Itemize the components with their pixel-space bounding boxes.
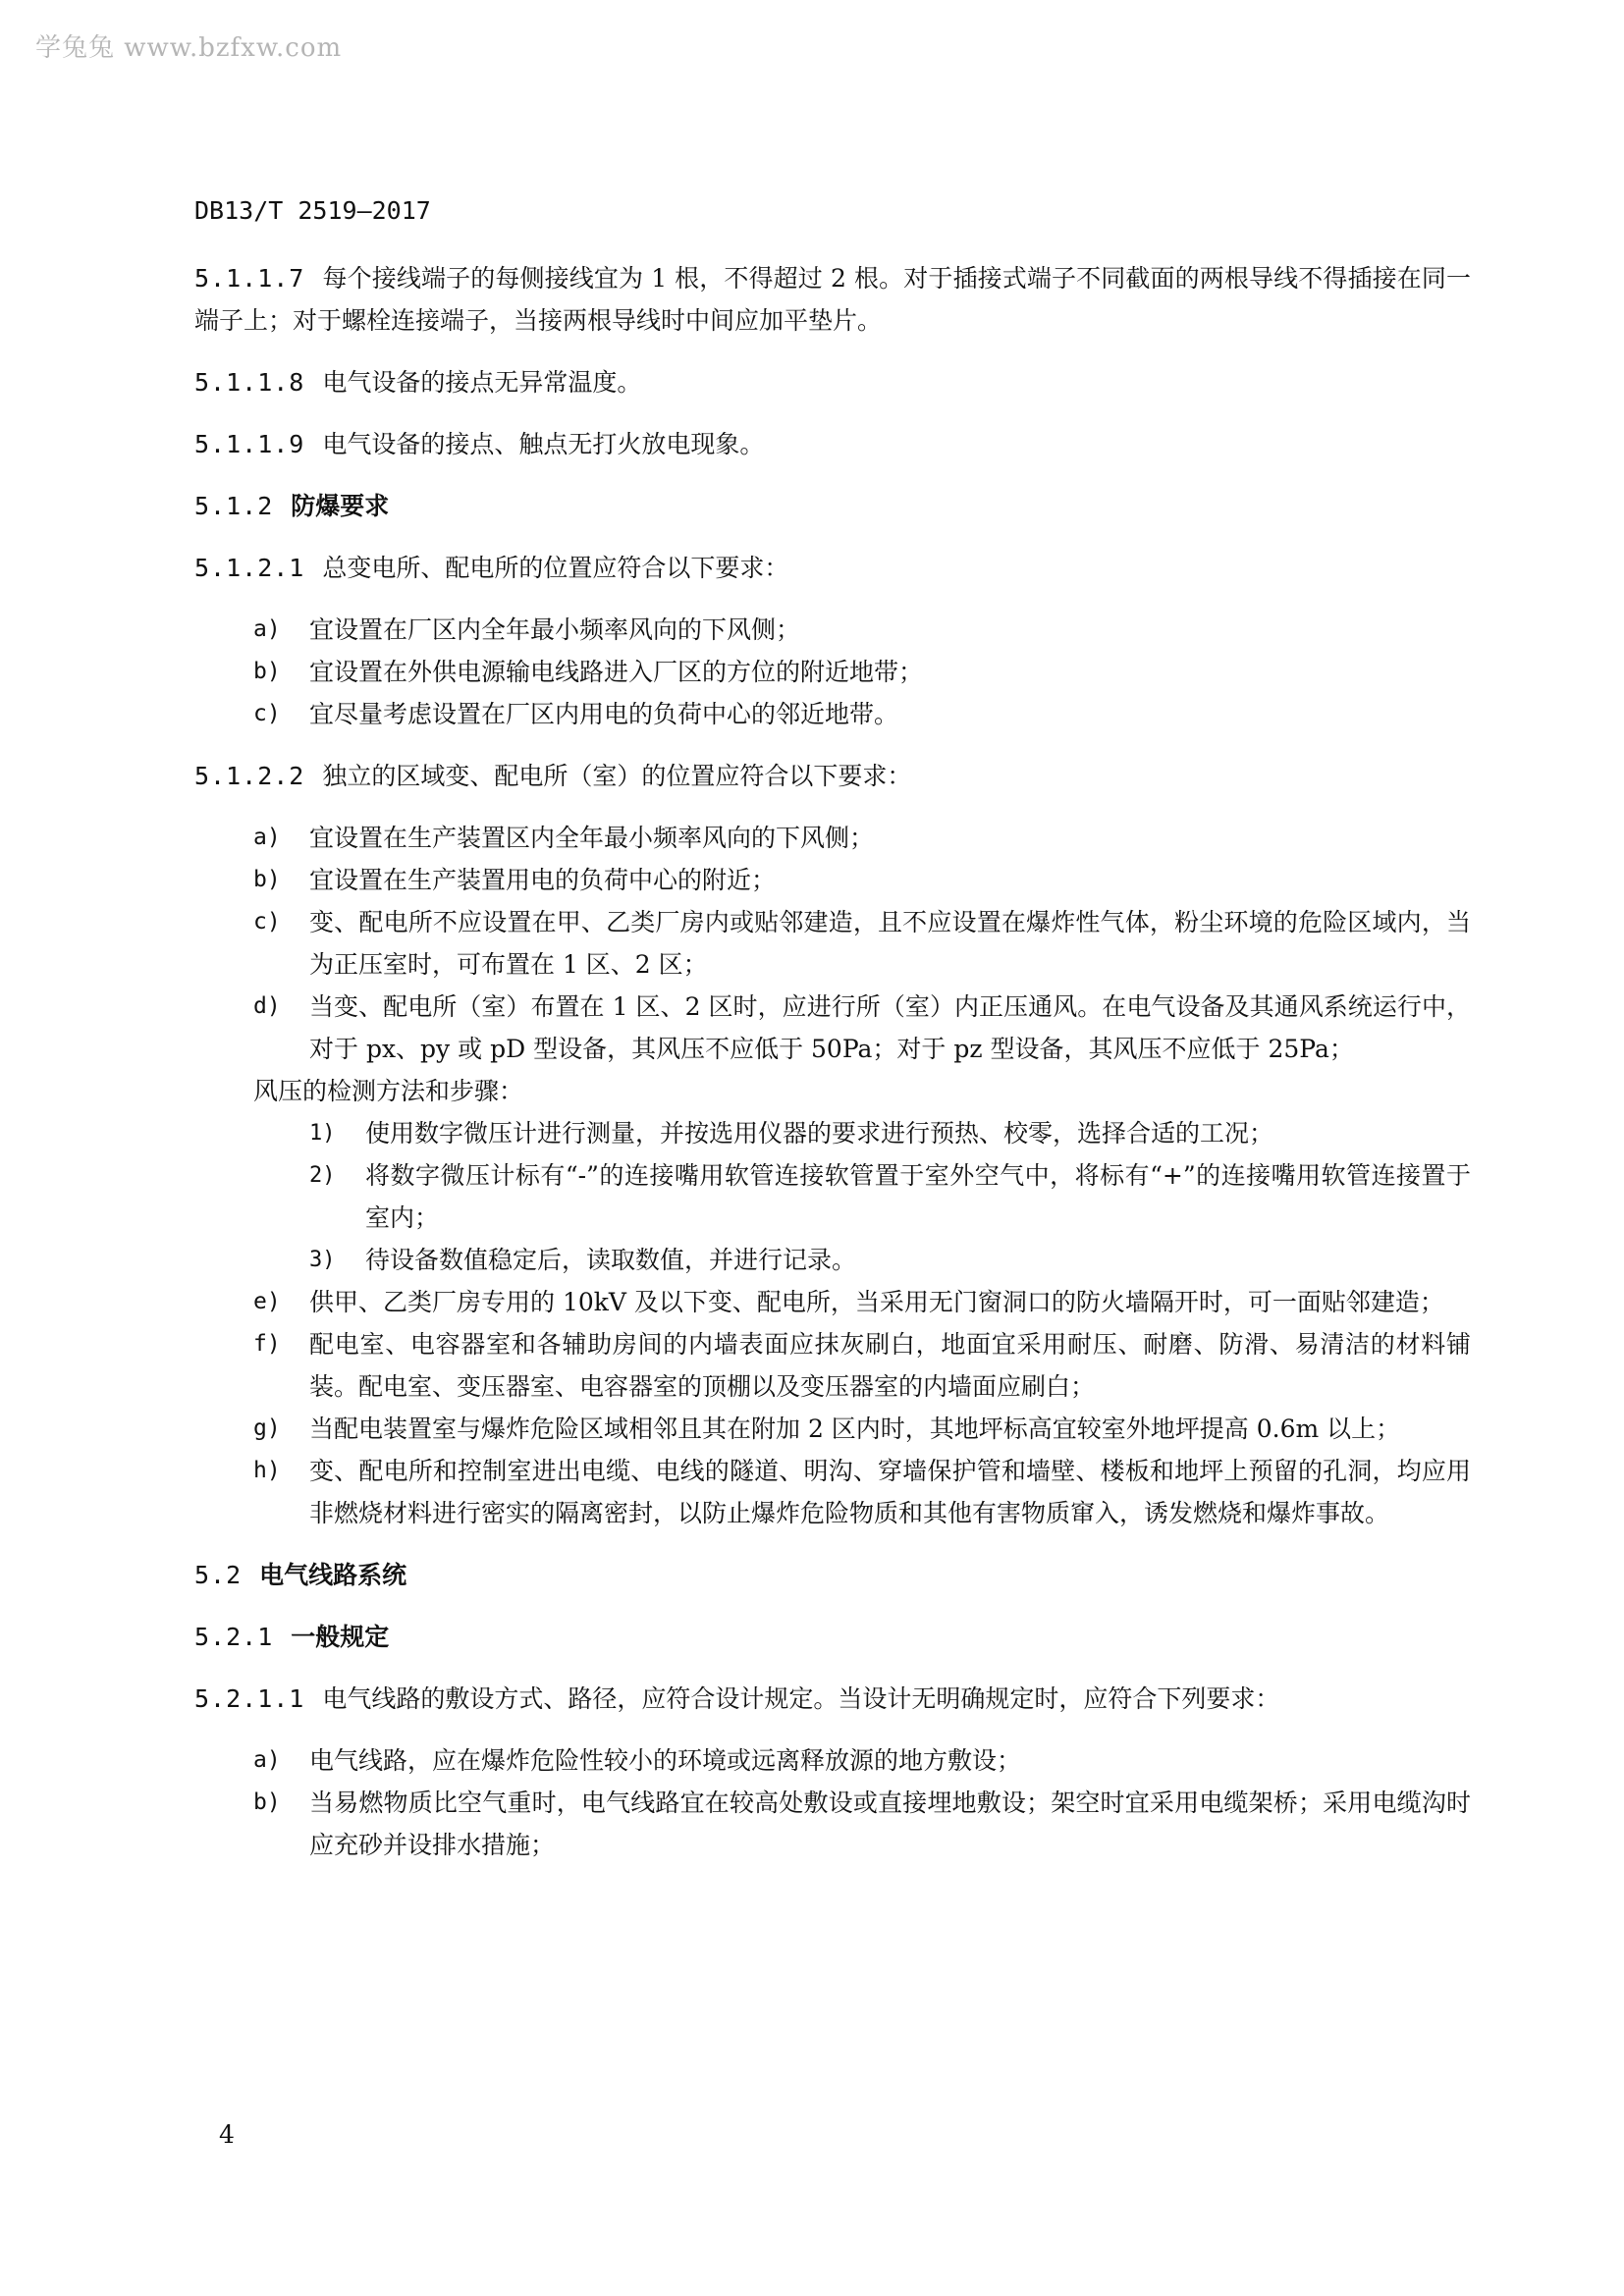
list-marker: b) <box>253 659 281 684</box>
clause-text: 电气线路的敷设方式、路径，应符合设计规定。当设计无明确规定时，应符合下列要求： <box>322 1684 1280 1713</box>
clause-text: 电气设备的接点无异常温度。 <box>322 368 642 397</box>
watermark: 学兔兔 www.bzfxw.com <box>35 33 343 63</box>
list-marker: e) <box>253 1289 281 1314</box>
list-text: 配电室、电容器室和各辅助房间的内墙表面应抹灰刷白，地面宜采用耐压、耐磨、防滑、易清洁的材料铺装。配电室、变压器室、电容器室的顶棚以及变压器室的内墙面应刷白； <box>309 1330 1471 1401</box>
clause-text: 电气设备的接点、触点无打火放电现象。 <box>322 430 765 458</box>
list-text: 宜设置在生产装置区内全年最小频率风向的下风侧； <box>309 824 875 852</box>
list-item <box>194 986 1471 1070</box>
list-text: 变、配电所不应设置在甲、乙类厂房内或贴邻建造，且不应设置在爆炸性气体，粉尘环境的危险区域内，当为正压室时，可布置在 1 区、2 区； <box>309 908 1471 979</box>
list-text: 变、配电所和控制室进出电缆、电线的隧道、明沟、穿墙保护管和墙壁、楼板和地坪上预留的孔洞，均应用非燃烧材料进行密实的隔离密封，以防止爆炸危险物质和其他有害物质窜入，诱发燃烧和爆炸事故。 <box>309 1457 1471 1527</box>
list-text: 当变、配电所（室）布置在 1 区、2 区时，应进行所（室）内正压通风。在电气设备及其通风系统运行中，对于 px、py 或 pD 型设备，其风压不应低于 50Pa；对于 pz 型设备，其风压不应低于 25Pa； <box>309 992 1471 1063</box>
list-text: 宜设置在外供电源输电线路进入厂区的方位的附近地带； <box>309 658 924 686</box>
list-item <box>194 1450 1471 1534</box>
section-title: 防爆要求 <box>291 492 390 520</box>
list-marker: c) <box>253 701 281 726</box>
clause-number: 5.1.1.9 <box>194 430 305 458</box>
list-item <box>194 901 1471 986</box>
clause-5-2-1-1 <box>194 1678 1471 1720</box>
list-5-1-2-1 <box>194 609 1471 735</box>
clause-number: 5.1.1.8 <box>194 368 305 397</box>
list-text: 当配电装置室与爆炸危险区域相邻且其在附加 2 区内时，其地坪标高宜较室外地坪提高 0.6m 以上； <box>309 1415 1401 1443</box>
list-marker: c) <box>253 909 281 934</box>
clause-text: 总变电所、配电所的位置应符合以下要求： <box>322 554 789 582</box>
list-text: 宜设置在生产装置用电的负荷中心的附近； <box>309 866 777 894</box>
list-item <box>194 817 1471 859</box>
sub-list-marker: 1) <box>309 1121 336 1146</box>
list-item <box>194 651 1471 693</box>
clause-5-1-1-7 <box>194 257 1471 342</box>
list-marker: b) <box>253 1789 281 1815</box>
sub-list-text: 使用数字微压计进行测量，并按选用仪器的要求进行预热、校零，选择合适的工况； <box>365 1119 1274 1148</box>
sub-list-item <box>194 1154 1471 1239</box>
sub-list-item <box>194 1112 1471 1154</box>
sub-list-marker: 2) <box>309 1163 336 1188</box>
section-number: 5.1.2 <box>194 492 274 520</box>
list-item <box>194 859 1471 901</box>
section-heading-5-2 <box>194 1554 1471 1596</box>
document-code-header: DB13/T 2519—2017 <box>194 196 431 225</box>
list-text: 供甲、乙类厂房专用的 10kV 及以下变、配电所，当采用无门窗洞口的防火墙隔开时，可一面贴邻建造； <box>309 1288 1444 1316</box>
clause-5-1-2-2 <box>194 755 1471 797</box>
list-item <box>194 1281 1471 1323</box>
clause-number: 5.2.1.1 <box>194 1684 305 1713</box>
list-text: 当易燃物质比空气重时，电气线路宜在较高处敷设或直接埋地敷设；架空时宜采用电缆架桥；采用电缆沟时应充砂并设排水措施； <box>309 1789 1471 1859</box>
list-text: 宜尽量考虑设置在厂区内用电的负荷中心的邻近地带。 <box>309 700 899 728</box>
sub-list-text: 将数字微压计标有“-”的连接嘴用软管连接软管置于室外空气中，将标有“+”的连接嘴用软管连接置于室内； <box>365 1161 1471 1232</box>
clause-number: 5.1.2.2 <box>194 762 305 790</box>
list-item <box>194 693 1471 735</box>
list-item <box>194 609 1471 651</box>
list-marker: a) <box>253 1747 281 1773</box>
list-item <box>194 1782 1471 1866</box>
list-text: 电气线路，应在爆炸危险性较小的环境或远离释放源的地方敷设； <box>309 1746 1022 1775</box>
sub-list-text: 待设备数值稳定后，读取数值，并进行记录。 <box>365 1246 857 1274</box>
section-title: 电气线路系统 <box>259 1561 407 1589</box>
list-marker: d) <box>253 993 281 1019</box>
list-text: 宜设置在厂区内全年最小频率风向的下风侧； <box>309 615 801 644</box>
document-body <box>194 257 1471 1886</box>
list-5-1-2-2 <box>194 817 1471 1534</box>
clause-5-1-1-9 <box>194 423 1471 465</box>
section-heading-5-1-2 <box>194 485 1471 527</box>
page-number: 4 <box>219 2120 235 2149</box>
list-marker: h) <box>253 1458 281 1483</box>
sub-list-marker: 3) <box>309 1248 336 1272</box>
section-heading-5-2-1 <box>194 1616 1471 1658</box>
list-item <box>194 1323 1471 1408</box>
clause-5-1-2-1 <box>194 547 1471 589</box>
list-marker: a) <box>253 825 281 850</box>
list-5-2-1-1 <box>194 1739 1471 1866</box>
list-marker: g) <box>253 1415 281 1441</box>
list-item <box>194 1739 1471 1782</box>
method-note: 风压的检测方法和步骤： <box>253 1077 524 1105</box>
section-title: 一般规定 <box>291 1623 390 1651</box>
clause-number: 5.1.2.1 <box>194 554 305 582</box>
list-marker: f) <box>253 1331 281 1357</box>
section-number: 5.2.1 <box>194 1623 274 1651</box>
clause-number: 5.1.1.7 <box>194 264 305 293</box>
list-marker: b) <box>253 867 281 892</box>
clause-5-1-1-8 <box>194 361 1471 403</box>
clause-text: 独立的区域变、配电所（室）的位置应符合以下要求： <box>322 762 912 790</box>
section-number: 5.2 <box>194 1561 243 1589</box>
clause-text: 每个接线端子的每侧接线宜为 1 根，不得超过 2 根。对于插接式端子不同截面的两根导线不得插接在同一端子上；对于螺栓连接端子，当接两根导线时中间应加平垫片。 <box>194 264 1471 335</box>
list-marker: a) <box>253 616 281 642</box>
list-item <box>194 1408 1471 1450</box>
sub-list-item <box>194 1239 1471 1281</box>
